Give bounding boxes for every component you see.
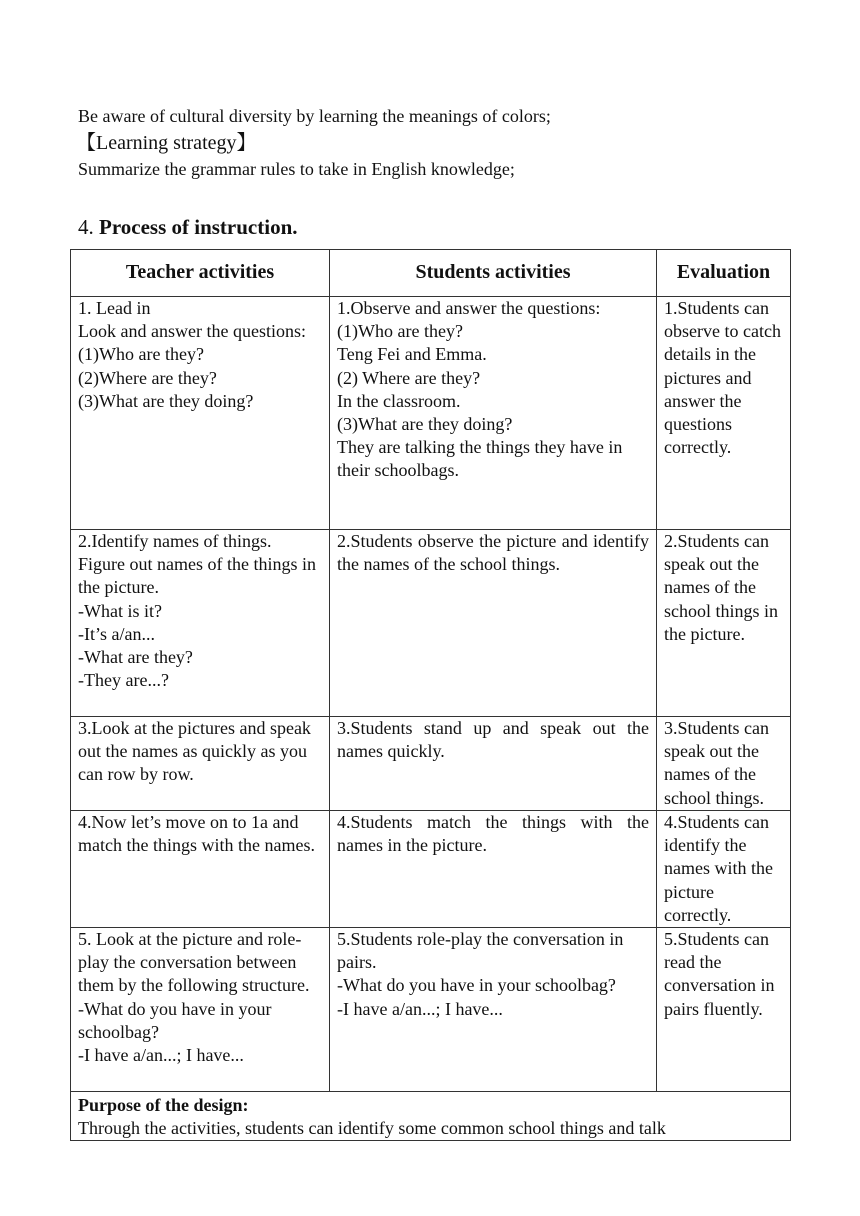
learning-strategy-heading: 【Learning strategy】 [76, 132, 257, 154]
students-line: 2.Students observe the picture and identify the names of the school things. [337, 531, 649, 575]
students-line: -I have a/an...; I have... [337, 998, 503, 1019]
instruction-table [70, 249, 791, 1141]
teacher-cell [71, 928, 330, 1092]
teacher-line: (3)What are they doing? [78, 390, 254, 411]
teacher-cell [71, 811, 330, 928]
teacher-line: 3.Look at the pictures and speak out the names as quickly as you can row by row. [78, 718, 311, 785]
students-line: (3)What are they doing? [337, 414, 513, 435]
teacher-line: Figure out names of the things in the picture. [78, 554, 316, 598]
students-line: 3.Students stand up and speak out the names quickly. [337, 718, 649, 762]
students-cell [330, 297, 657, 530]
students-line: (1)Who are they? [337, 321, 463, 342]
teacher-cell [71, 530, 330, 717]
table-row [71, 297, 791, 530]
purpose-text: Through the activities, students can identify some common school things and talk [78, 1118, 666, 1139]
table-row [71, 530, 791, 717]
header-students-activities: Students activities [330, 250, 657, 297]
teacher-line: -What are they? [78, 647, 193, 668]
intro-line-cultural-diversity: Be aware of cultural diversity by learning the meanings of colors; [78, 106, 551, 126]
evaluation-cell: 3.Students can speak out the names of the school things. [657, 717, 791, 811]
teacher-line: (1)Who are they? [78, 344, 204, 365]
teacher-line: -It’s a/an... [78, 623, 155, 644]
section-title: Process of instruction. [99, 215, 298, 239]
section-number: 4. [78, 215, 99, 239]
teacher-line: 5. Look at the picture and role-play the conversation between them by the following structure. [78, 929, 310, 996]
evaluation-cell: 2.Students can speak out the names of the school things in the picture. [657, 530, 791, 717]
students-line: Teng Fei and Emma. [337, 344, 487, 365]
students-line: -What do you have in your schoolbag? [337, 975, 616, 996]
table-row [71, 811, 791, 928]
teacher-line: 2.Identify names of things. [78, 531, 272, 551]
students-line: They are talking the things they have in their schoolbags. [337, 437, 623, 481]
teacher-line: (2)Where are they? [78, 367, 217, 388]
teacher-line: Look and answer the questions: [78, 321, 306, 342]
teacher-cell [71, 297, 330, 530]
intro-line-grammar-rules: Summarize the grammar rules to take in English knowledge; [78, 159, 515, 179]
students-line: 4.Students match the things with the names in the picture. [337, 812, 649, 856]
table-row [71, 928, 791, 1092]
purpose-cell [71, 1092, 791, 1141]
students-line: 1.Observe and answer the questions: [337, 298, 601, 318]
teacher-line: -What do you have in your schoolbag? [78, 998, 272, 1042]
section-heading [78, 214, 298, 240]
students-cell [330, 530, 657, 717]
purpose-title: Purpose of the design: [78, 1095, 249, 1116]
header-teacher-activities: Teacher activities [71, 250, 330, 297]
students-line: 5.Students role-play the conversation in pairs. [337, 929, 624, 973]
teacher-line: 1. Lead in [78, 298, 151, 318]
table-row [71, 717, 791, 811]
purpose-row [71, 1092, 791, 1141]
students-cell [330, 928, 657, 1092]
teacher-cell [71, 717, 330, 811]
teacher-line: -I have a/an...; I have... [78, 1045, 244, 1066]
students-cell [330, 717, 657, 811]
teacher-line: -What is it? [78, 600, 162, 621]
students-line: (2) Where are they? [337, 367, 481, 388]
students-cell [330, 811, 657, 928]
evaluation-cell: 1.Students can observe to catch details in the pictures and answer the questions correctly. [657, 297, 791, 530]
teacher-line: -They are...? [78, 670, 169, 691]
header-evaluation: Evaluation [657, 250, 791, 297]
evaluation-cell: 5.Students can read the conversation in pairs fluently. [657, 928, 791, 1092]
teacher-line: 4.Now let’s move on to 1a and match the things with the names. [78, 812, 315, 856]
evaluation-cell: 4.Students can identify the names with the picture correctly. [657, 811, 791, 928]
table-header-row [71, 250, 791, 297]
students-line: In the classroom. [337, 390, 461, 411]
